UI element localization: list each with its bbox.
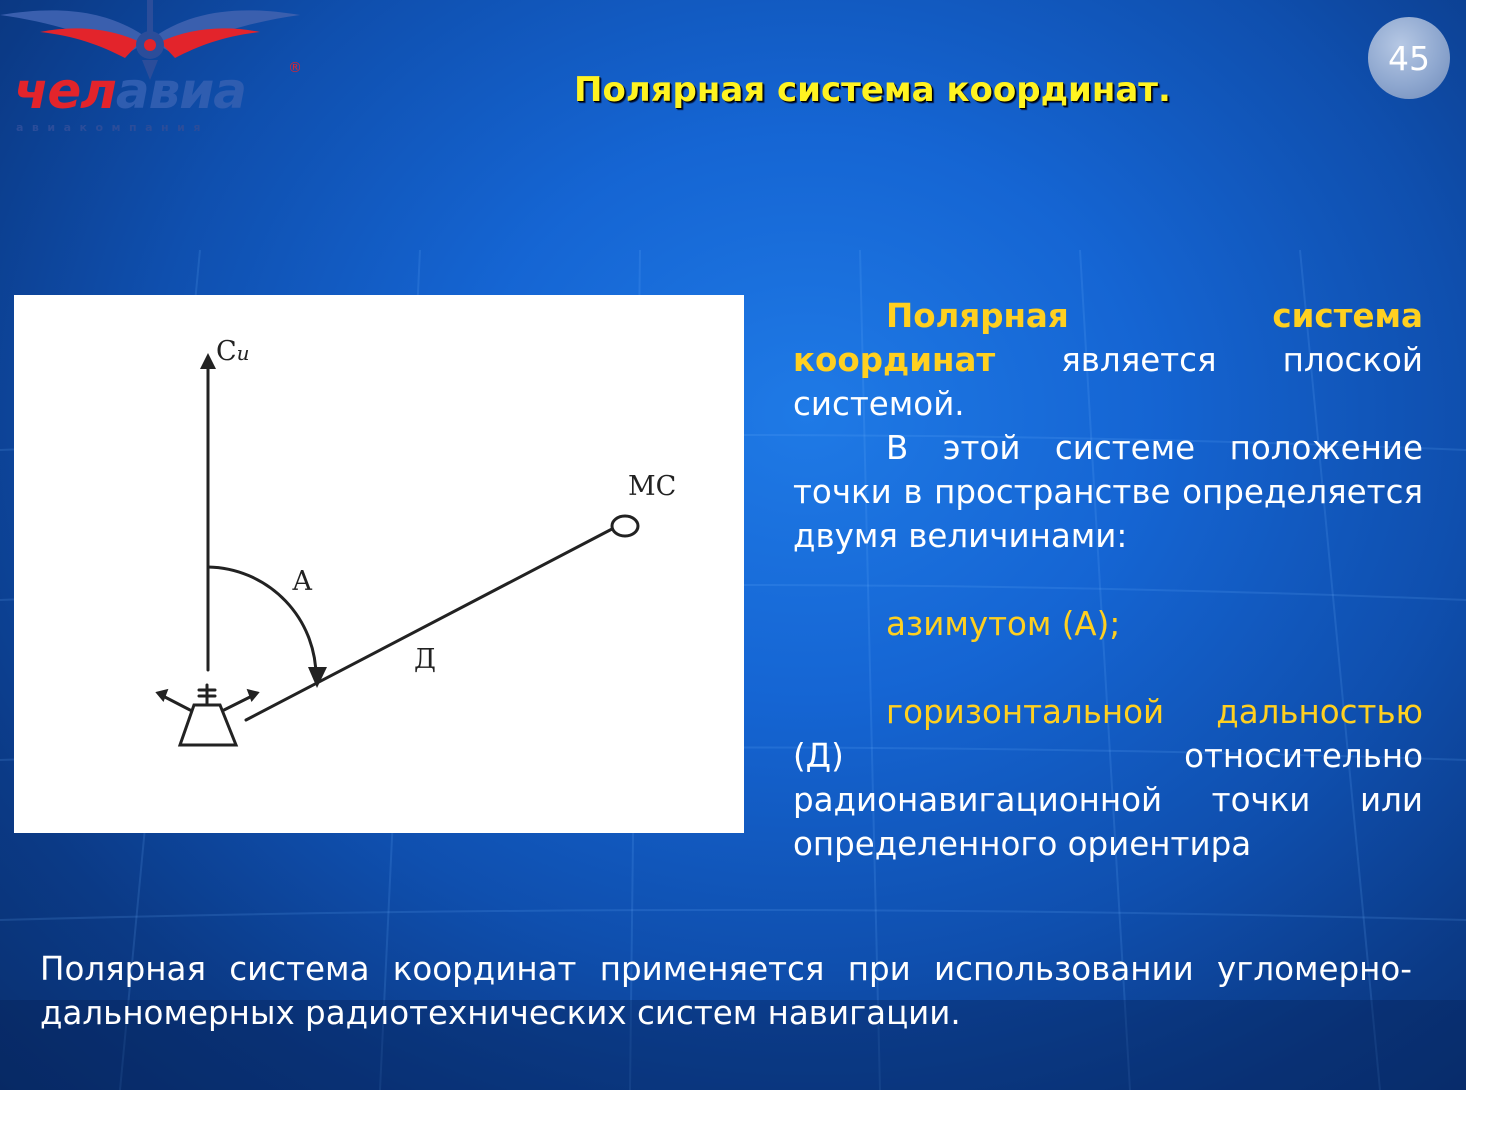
logo-subtitle: авиакомпания [16, 121, 209, 134]
definition-paragraph: Полярная система координат является плоской системой. [793, 297, 1423, 423]
north-label: Си [216, 336, 250, 367]
target-marker-icon [612, 516, 638, 536]
slide-title: Полярная система координат. [574, 70, 1171, 110]
north-axis-arrowhead [200, 353, 216, 369]
distance-label: Д [414, 644, 436, 675]
footer-paragraph: Полярная система координат применяется при использовании угломерно-дальномерных радиотехнических систем навигации. [40, 950, 1412, 1032]
position-paragraph: В этой системе положение точки в пространстве определяется двумя величинами: [793, 429, 1423, 555]
page-number-badge: 45 [1368, 17, 1450, 99]
logo-wordmark: челавиа [14, 62, 247, 120]
azimuth-label: А [292, 566, 313, 597]
footer-text [40, 947, 1412, 1035]
item-azimuth: азимутом (А); [886, 605, 1121, 643]
term-polar-system: Полярная система координат [793, 297, 1423, 379]
polar-coordinate-diagram [14, 295, 744, 833]
registered-mark: ® [288, 60, 302, 76]
description-text [793, 294, 1423, 866]
distance-line [246, 529, 612, 720]
target-label: МС [628, 471, 677, 502]
company-logo [0, 0, 310, 145]
item-distance: горизонтальной дальностью (Д) относительно радионавигационной точки или определенного ориентира [793, 693, 1423, 863]
radio-station-icon [158, 685, 257, 745]
